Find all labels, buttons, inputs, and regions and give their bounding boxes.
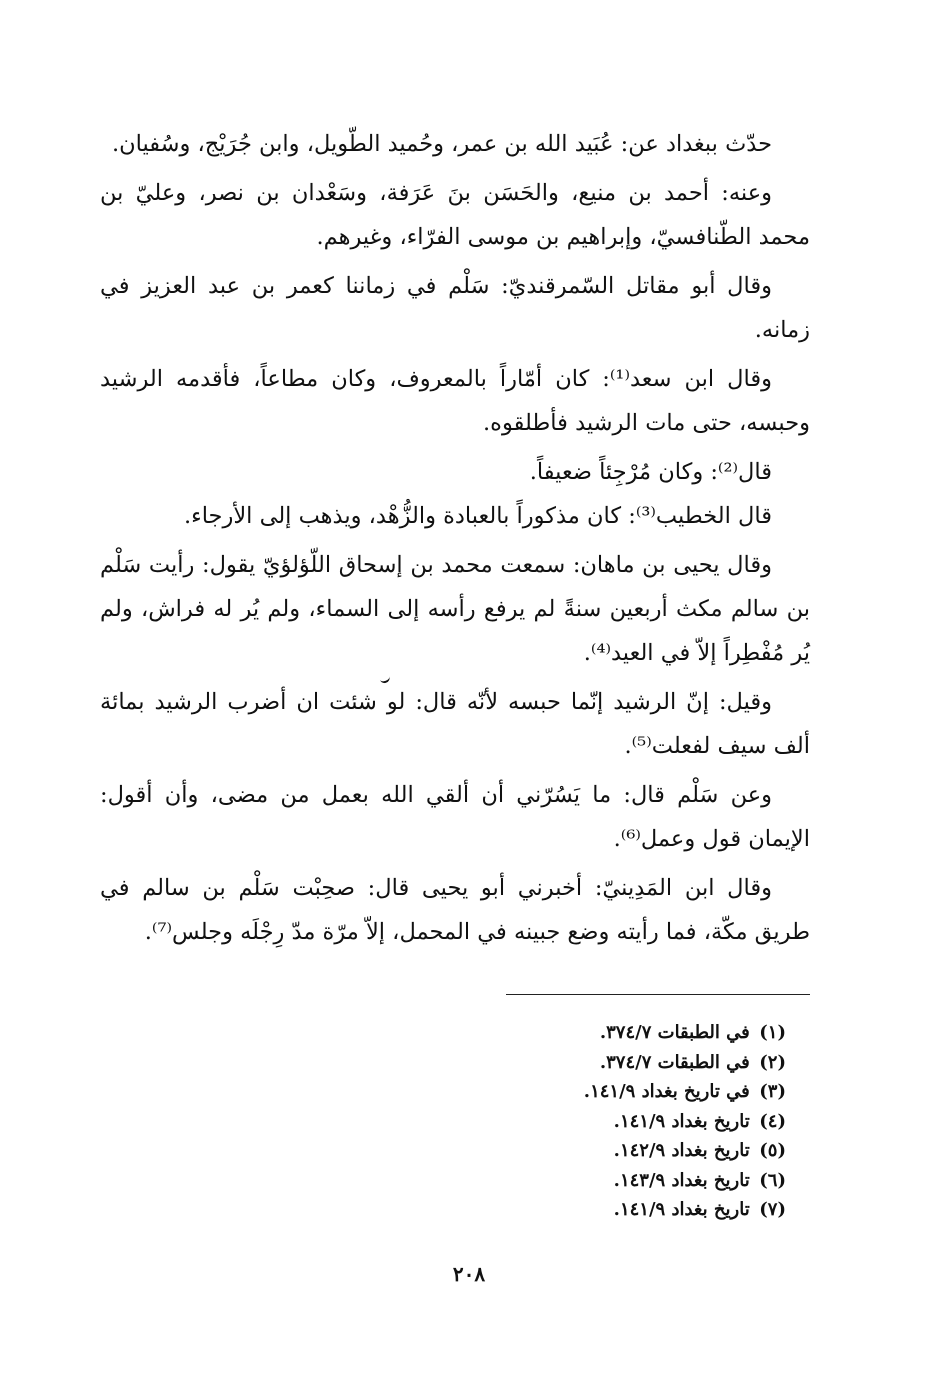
paragraph: وقال يحيى بن ماهان: سمعت محمد بن إسحاق اللّؤلؤيّ يقول: رأيت سَلْم بن سالم مكث أربعين سنةً لم يرفع رأسه إلى السماء، ولم يُر له فراش، ولم يُر مُفْطِراً إلاّ في العيد⁽⁴⁾. [100, 552, 810, 666]
paragraph: قال الخطيب⁽³⁾: كان مذكوراً بالعبادة والزُّهْد، ويذهب إلى الأرجاء. [183, 503, 772, 529]
footnote [386, 1136, 786, 1166]
footnote-text: تاريخ بغداد ١٤٣/٩. [613, 1169, 750, 1191]
paragraph: وقيل: إنّ الرشيد إنّما حبسه لأنّه قال: لو شئت ان أضرب الرشيد بمائة ألف سيف لفعلت⁽⁵⁾. [100, 689, 810, 759]
main-text [100, 122, 810, 959]
footnote-text: في الطبقات ٣٧٤/٧. [599, 1051, 750, 1073]
paragraph: قال⁽²⁾: وكان مُرْجِئاً ضعيفاً. [529, 459, 772, 485]
paragraph: وعنه: أحمد بن منيع، والحَسَن بنَ عَرَفة، وسَعْدان بن نصر، وعليّ بن محمد الطّنافسيّ، وإبراهيم بن موسى الفرّاء، وغيرهم. [100, 180, 810, 250]
footnote [386, 1018, 786, 1048]
footnote [386, 1107, 786, 1137]
footnote-text: تاريخ بغداد ١٤١/٩. [613, 1110, 750, 1132]
footnote-number: (٢) [759, 1051, 786, 1073]
footnote-text: تاريخ بغداد ١٤٢/٩. [613, 1140, 750, 1161]
paragraph: حدّث ببغداد عن: عُبَيد الله بن عمر، وحُميد الطّويل، وابن جُرَيْج، وسُفيان. [111, 131, 772, 157]
footnote-text: في الطبقات ٣٧٤/٧. [599, 1022, 750, 1043]
footnote [386, 1195, 786, 1225]
footnote [386, 1048, 786, 1078]
footnote [386, 1166, 786, 1196]
paragraph: وقال أبو مقاتل السّمرقنديّ: سَلْم في زماننا كعمر بن عبد العزيز في زمانه. [100, 273, 810, 343]
footnote-number: (٧) [759, 1199, 786, 1220]
paragraph: وقال ابن المَدِينيّ: أخبرني أبو يحيى قال: صحِبْت سَلْم بن سالم في طريق مكّة، فما رأيته وضع جبينه في المحمل، إلاّ مرّة مدّ رِجْلَه وجلس⁽⁷⁾. [100, 875, 810, 945]
footnote-separator [506, 994, 810, 995]
footnote-number: (١) [759, 1022, 786, 1043]
footnote [386, 1077, 786, 1107]
footnote-text: تاريخ بغداد ١٤١/٩. [613, 1199, 750, 1220]
footnotes-list [386, 1018, 786, 1225]
footnote-number: (٤) [759, 1110, 786, 1132]
paragraph: وقال ابن سعد⁽¹⁾: كان أمّاراً بالمعروف، وكان مطاعاً، فأقدمه الرشيد وحبسه، حتى مات الرشيد فأطلقوه. [100, 366, 810, 436]
footnote-number: (٦) [759, 1169, 786, 1191]
page-number: ٢٠٨ [452, 1262, 486, 1286]
paragraph: وعن سَلْم قال: ما يَسُرّني أن ألقي الله بعمل من مضى، وأن أقول: الإيمان قول وعمل⁽⁶⁾. [100, 782, 810, 852]
footnote-number: (٣) [759, 1081, 786, 1102]
footnote-text: في تاريخ بغداد ١٤١/٩. [583, 1081, 750, 1102]
footnote-number: (٥) [759, 1140, 786, 1161]
